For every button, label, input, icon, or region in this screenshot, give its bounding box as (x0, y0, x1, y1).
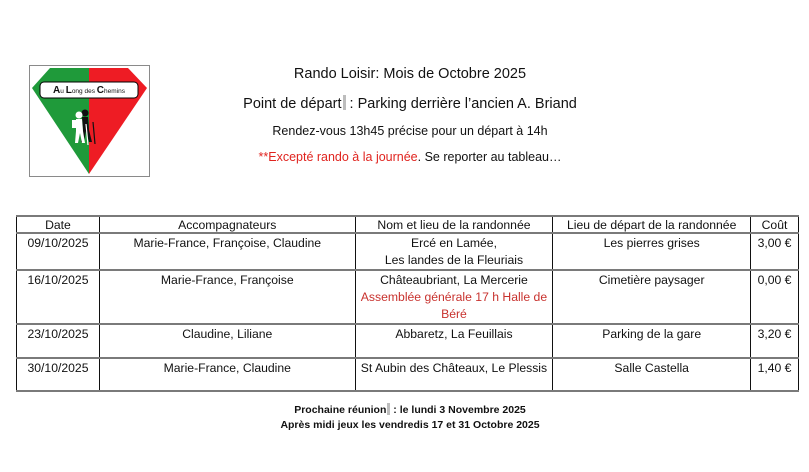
document-footer (200, 403, 620, 433)
cout-cell: 1,40 € (751, 358, 799, 391)
column-header-accompagnateurs: Accompagnateurs (99, 216, 355, 233)
cout-cell: 0,00 € (751, 270, 799, 324)
lieu-depart-cell: Cimetière paysager (553, 270, 751, 324)
table-row (17, 324, 799, 358)
date-cell: 30/10/2025 (17, 358, 100, 391)
event-note: Assemblée générale 17 h Halle de Béré (360, 290, 548, 321)
column-header-date: Date (17, 216, 100, 233)
departure-point: Point de départ : Parking derrière l’ancien A. Briand (243, 96, 577, 112)
table-row (17, 358, 799, 391)
cout-cell: 3,20 € (751, 324, 799, 358)
table-header-row (17, 216, 799, 233)
logo-text: Au Long des Chemins (53, 85, 125, 96)
date-cell: 09/10/2025 (17, 233, 100, 270)
nom-lieu-cell: St Aubin des Châteaux, Le Plessis (355, 358, 553, 391)
date-cell: 23/10/2025 (17, 324, 100, 358)
club-logo (29, 65, 150, 177)
table-row (17, 270, 799, 324)
nom-lieu-cell: Châteaubriant, La Mercerie Assemblée générale 17 h Halle de Béré (355, 270, 553, 324)
nom-lieu-cell: Ercé en Lamée, Les landes de la Fleuriais (355, 233, 553, 270)
lieu-depart-cell: Salle Castella (553, 358, 751, 391)
lieu-depart-cell: Parking de la gare (553, 324, 751, 358)
table-row (17, 233, 799, 270)
accompagnateurs-cell: Marie-France, Françoise (99, 270, 355, 324)
accompagnateurs-cell: Marie-France, Claudine (99, 358, 355, 391)
cout-cell: 3,00 € (751, 233, 799, 270)
date-cell: 16/10/2025 (17, 270, 100, 324)
nom-lieu-cell: Abbaretz, La Feuillais (355, 324, 553, 358)
column-header-nom-lieu: Nom et lieu de la randonnée (355, 216, 553, 233)
page-title: Rando Loisir: Mois de Octobre 2025 (293, 66, 527, 82)
next-meeting: Prochaine réunion : le lundi 3 Novembre 2025 (294, 404, 526, 416)
accompagnateurs-cell: Claudine, Liliane (99, 324, 355, 358)
column-header-cout: Coût (751, 216, 799, 233)
column-header-lieu-depart: Lieu de départ de la randonnée (553, 216, 751, 233)
games-afternoon: Après midi jeux les vendredis 17 et 31 Octobre 2025 (280, 419, 540, 431)
meeting-time: Rendez-vous 13h45 précise pour un départ à 14h (272, 124, 548, 138)
lieu-depart-cell: Les pierres grises (553, 233, 751, 270)
exception-note: **Excepté rando à la journée. Se reporter au tableau… (258, 150, 562, 164)
document-header (225, 64, 595, 164)
accompagnateurs-cell: Marie-France, Françoise, Claudine (99, 233, 355, 270)
schedule-table (16, 215, 799, 392)
